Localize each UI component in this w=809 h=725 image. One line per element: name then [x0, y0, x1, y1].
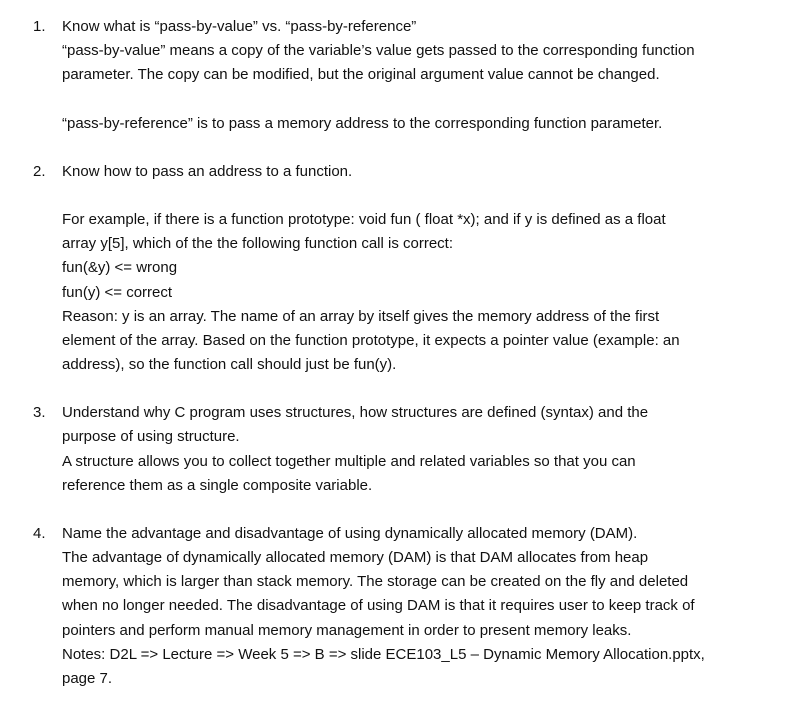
text-line: when no longer needed. The disadvantage of using DAM is that it requires user to keep track of — [62, 597, 695, 615]
text-line: “pass-by-value” means a copy of the variable’s value gets passed to the corresponding function — [62, 42, 695, 60]
text-line: fun(&y) <= wrong — [62, 259, 178, 277]
text-line — [62, 498, 809, 522]
list-item-number: 3. — [33, 404, 46, 422]
text-line: pointers and perform manual memory management in order to present memory leaks. — [62, 621, 632, 639]
list-item — [0, 401, 809, 522]
list-item-heading: Understand why C program uses structures, how structures are defined (syntax) and the — [62, 404, 649, 422]
list-item-number: 1. — [33, 18, 46, 35]
text-line: fun(y) <= correct — [62, 283, 173, 301]
text-line: memory, which is larger than stack memory. The storage can be created on the fly and deleted — [62, 573, 689, 591]
text-line: Reason: y is an array. The name of an array by itself gives the memory address of the first — [62, 307, 660, 325]
list-item-heading: Name the advantage and disadvantage of using dynamically allocated memory (DAM). — [62, 524, 638, 542]
text-line: Notes: D2L => Lecture => Week 5 => B => slide ECE103_L5 – Dynamic Memory Allocation.pptx, — [62, 645, 705, 663]
text-line — [62, 136, 809, 160]
text-line: A structure allows you to collect together multiple and related variables so that you can — [62, 452, 636, 470]
list-item — [0, 522, 809, 691]
text-line: parameter. The copy can be modified, but the original argument value cannot be changed. — [62, 66, 660, 84]
list-item-heading: Know how to pass an address to a function. — [62, 162, 353, 180]
text-line: address), so the function call should just be fun(y). — [62, 355, 397, 373]
text-line: element of the array. Based on the function prototype, it expects a pointer value (example: an — [62, 331, 680, 349]
text-line: “pass-by-reference” is to pass a memory address to the corresponding function parameter. — [62, 114, 663, 132]
text-line: array y[5], which of the the following function call is correct: — [62, 235, 454, 253]
text-line — [62, 377, 809, 401]
list-item — [0, 160, 809, 401]
list-item-number: 2. — [33, 162, 46, 180]
text-line: page 7. — [62, 669, 113, 687]
list-item-heading: Know what is “pass-by-value” vs. “pass-by-reference” — [62, 18, 417, 35]
text-line: For example, if there is a function prototype: void fun ( float *x); and if y is defined as a float — [62, 211, 666, 229]
text-line: reference them as a single composite variable. — [62, 476, 373, 494]
list-item — [0, 15, 809, 160]
text-line — [62, 184, 809, 208]
text-line: The advantage of dynamically allocated memory (DAM) is that DAM allocates from heap — [62, 549, 649, 567]
text-line: purpose of using structure. — [62, 428, 240, 446]
list-item-number: 4. — [33, 524, 46, 542]
study-notes-document — [0, 15, 809, 691]
text-line — [62, 87, 809, 111]
